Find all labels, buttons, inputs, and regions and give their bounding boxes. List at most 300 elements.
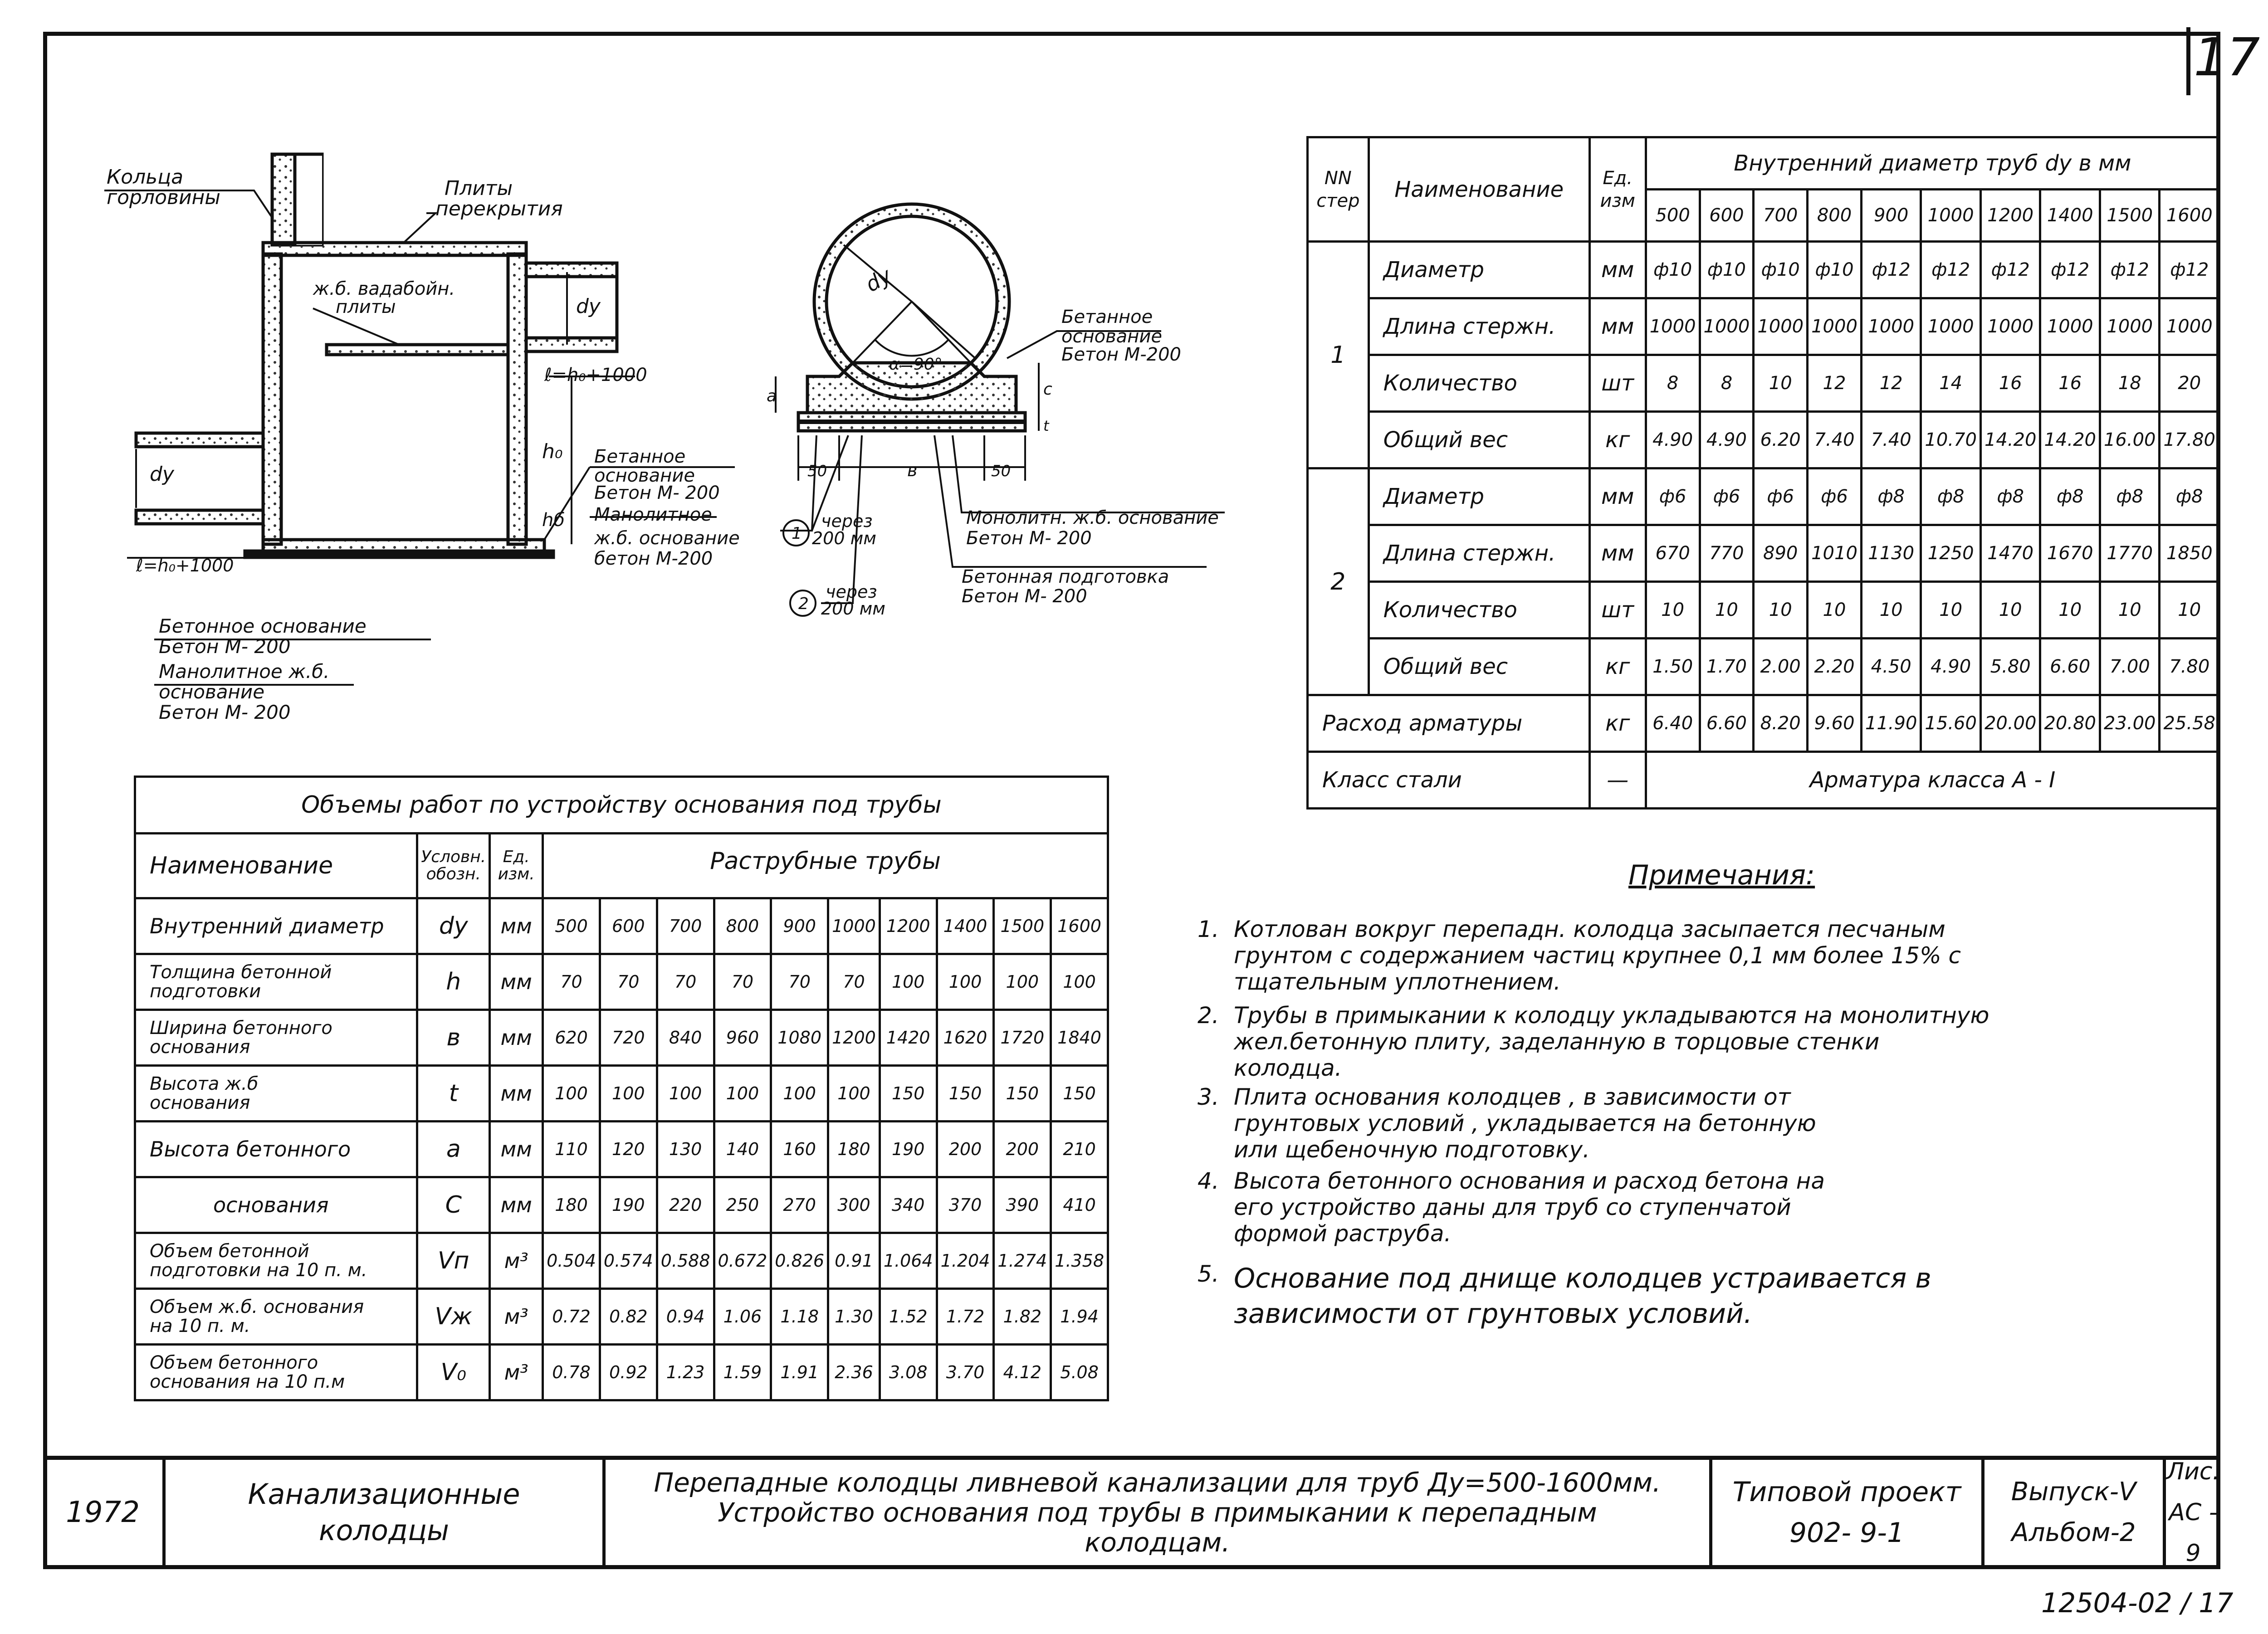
vt-cell: 220 xyxy=(657,1177,714,1233)
vt-cell: 70 xyxy=(600,954,657,1010)
rt-cell: 1000 xyxy=(1980,298,2040,355)
rt-cell: 10 xyxy=(1754,355,1808,412)
rt-cell: 4.50 xyxy=(1861,639,1921,695)
rt-cell: 10 xyxy=(1861,582,1921,639)
note-line: Плита основания колодцев , в зависимости от xyxy=(1234,1084,1791,1110)
archive-stamp: 12504-02 / 17 xyxy=(2041,1587,2234,1619)
rt-cell: 2.00 xyxy=(1754,639,1808,695)
volume-table xyxy=(134,776,1109,1401)
rt-cell: ф8 xyxy=(2040,468,2100,525)
rt-row-name: Диаметр xyxy=(1369,468,1589,525)
vt-cell: 1.59 xyxy=(714,1345,771,1400)
vt-cell: 3.08 xyxy=(880,1345,937,1400)
vt-cell: 200 xyxy=(994,1122,1051,1177)
vt-cell: 150 xyxy=(880,1066,937,1122)
rt-cell: 1000 xyxy=(2040,298,2100,355)
rt-h-num: NN стер xyxy=(1308,137,1369,242)
rt-cell: 1000 xyxy=(1861,298,1921,355)
rt-row-name: Длина стержн. xyxy=(1369,525,1589,582)
rt-diam-col: 700 xyxy=(1754,190,1808,242)
vt-cell: 1.06 xyxy=(714,1289,771,1345)
rt-cell: 1850 xyxy=(2160,525,2219,582)
rt-cell: 10 xyxy=(1808,582,1862,639)
rt-cell: 1470 xyxy=(1980,525,2040,582)
vt-cell: 180 xyxy=(543,1177,600,1233)
vt-cell: 390 xyxy=(994,1177,1051,1233)
vt-row-sym: a xyxy=(417,1122,490,1177)
rt-row-unit: мм xyxy=(1589,242,1646,298)
vt-cell: 70 xyxy=(657,954,714,1010)
vt-cell: 840 xyxy=(657,1010,714,1066)
vt-cell: 1.064 xyxy=(880,1233,937,1289)
vt-cell: 2.36 xyxy=(828,1345,880,1400)
rt-cell: 12 xyxy=(1808,355,1862,412)
rt-cell: 770 xyxy=(1700,525,1754,582)
label-concrete-base-r3: Бетон М- 200 xyxy=(594,483,720,503)
vt-row-name-line: на 10 п. м. xyxy=(150,1316,250,1336)
rt-cell: 16.00 xyxy=(2100,412,2160,468)
rt-row xyxy=(1308,298,2219,355)
vt-cell: 100 xyxy=(657,1066,714,1122)
pipe-concrete-base-2: основание xyxy=(1061,326,1162,347)
rt-total-cell: 15.60 xyxy=(1921,695,1981,752)
pipe-dim-50-left: 50 xyxy=(807,462,827,480)
vt-row-name xyxy=(135,1066,417,1122)
pipe-mark1-text-1: через xyxy=(821,511,873,531)
vt-cell: 1.274 xyxy=(994,1233,1051,1289)
pipe-mark2-text-2: 200 мм xyxy=(821,599,885,619)
rt-cell: ф8 xyxy=(2100,468,2160,525)
pipe-section xyxy=(776,204,1225,616)
rt-diam-col: 800 xyxy=(1808,190,1862,242)
rt-total-cell: 11.90 xyxy=(1861,695,1921,752)
rt-diam-col: 1000 xyxy=(1921,190,1981,242)
pipe-label-a: a xyxy=(767,387,777,405)
label-dy-left: dy xyxy=(150,463,174,486)
rt-row-unit: мм xyxy=(1589,525,1646,582)
rt-row xyxy=(1308,582,2219,639)
rt-row xyxy=(1308,412,2219,468)
vt-cell: 0.91 xyxy=(828,1233,880,1289)
vt-row-sym: h xyxy=(417,954,490,1010)
rt-diam-col: 1600 xyxy=(2160,190,2219,242)
label-concrete-base-r1: Бетанное xyxy=(594,446,686,467)
label-h0: h₀ xyxy=(542,440,563,463)
note-line: грунтом с содержанием частиц крупнее 0,1 мм более 15% с xyxy=(1234,942,1961,969)
vt-cell: 100 xyxy=(1051,954,1108,1010)
vt-cell: 0.72 xyxy=(543,1289,600,1345)
note-line: Котлован вокруг перепадн. колодца засыпается песчаным xyxy=(1234,916,1945,942)
rt-cell: 16 xyxy=(2040,355,2100,412)
vt-row-sym: dy xyxy=(417,898,490,954)
vt-cell: 4.12 xyxy=(994,1345,1051,1400)
rt-group-num: 1 xyxy=(1308,242,1369,468)
label-monolith-b1: Манолитное ж.б. xyxy=(159,660,330,683)
note-line: формой раструба. xyxy=(1234,1220,1452,1247)
rt-cell: 7.00 xyxy=(2100,639,2160,695)
vt-cell: 960 xyxy=(714,1010,771,1066)
vt-cell: 100 xyxy=(880,954,937,1010)
label-slabs-2: перекрытия xyxy=(435,197,563,220)
vt-row-name xyxy=(135,1010,417,1066)
note-line: Основание под днище колодцев устраивается в xyxy=(1234,1263,1931,1294)
rt-diam-col: 900 xyxy=(1861,190,1921,242)
vt-cell: 0.82 xyxy=(600,1289,657,1345)
vt-row xyxy=(135,954,1108,1010)
rt-steel-name: Класс стали xyxy=(1308,752,1590,809)
label-monolith-b3: Бетон М- 200 xyxy=(159,701,291,723)
rt-total-cell: 9.60 xyxy=(1808,695,1862,752)
note-text xyxy=(1234,1168,2218,1247)
rt-diam-col: 1500 xyxy=(2100,190,2160,242)
label-neck-rings-2: горловины xyxy=(107,186,221,209)
vt-cell: 1000 xyxy=(828,898,880,954)
vt-cell: 1200 xyxy=(828,1010,880,1066)
pipe-label-t: t xyxy=(1043,417,1049,434)
rt-cell: 1000 xyxy=(1921,298,1981,355)
pipe-monolith-1: Монолитн. ж.б. основание xyxy=(966,507,1219,528)
vt-cell: 700 xyxy=(657,898,714,954)
vt-cell: 0.826 xyxy=(771,1233,828,1289)
note-line: грунтовых условий , укладывается на бетонную xyxy=(1234,1110,1816,1136)
vt-cell: 1200 xyxy=(880,898,937,954)
vt-row-unit: м³ xyxy=(490,1345,543,1400)
rt-cell: 7.80 xyxy=(2160,639,2219,695)
vt-cell: 500 xyxy=(543,898,600,954)
vt-row-name-line: основания xyxy=(150,1093,250,1113)
vt-row-name-line: Объем ж.б. основания xyxy=(150,1297,364,1317)
rt-row-unit: мм xyxy=(1589,298,1646,355)
rt-cell: ф10 xyxy=(1808,242,1862,298)
rt-cell: 12 xyxy=(1861,355,1921,412)
rt-total-cell: 20.80 xyxy=(2040,695,2100,752)
note-text xyxy=(1234,1084,2218,1163)
rt-total-cell: 6.40 xyxy=(1646,695,1700,752)
rt-cell: ф6 xyxy=(1754,468,1808,525)
vt-cell: 70 xyxy=(714,954,771,1010)
vt-cell: 1.82 xyxy=(994,1289,1051,1345)
vt-cell: 0.672 xyxy=(714,1233,771,1289)
label-l-top: ℓ=h₀+1000 xyxy=(544,365,647,385)
label-hb: hб xyxy=(542,510,565,531)
vt-cell: 150 xyxy=(994,1066,1051,1122)
pipe-prep-2: Бетон М- 200 xyxy=(962,586,1087,607)
vt-row-name xyxy=(135,1289,417,1345)
vt-cell: 900 xyxy=(771,898,828,954)
tb-issue: Выпуск-V Альбом-2 xyxy=(1984,1456,2166,1569)
rt-h-unit: Ед. изм xyxy=(1589,137,1646,242)
vt-cell: 70 xyxy=(771,954,828,1010)
rt-cell: 4.90 xyxy=(1700,412,1754,468)
pipe-label-c: c xyxy=(1043,380,1052,399)
tb-section: Канализационные колодцы xyxy=(166,1456,606,1569)
pipe-label-dy: dy xyxy=(861,263,896,297)
rt-row-unit: шт xyxy=(1589,355,1646,412)
rt-cell: 10 xyxy=(1921,582,1981,639)
rt-cell: 16 xyxy=(1980,355,2040,412)
rt-h-name: Наименование xyxy=(1369,137,1589,242)
rt-cell: 1000 xyxy=(2160,298,2219,355)
tb-title: Перепадные колодцы ливневой канализации для труб Ду=500-1600мм. Устройство основания под трубы в примыкании к перепадным колодцам. xyxy=(606,1456,1712,1569)
vt-row xyxy=(135,1289,1108,1345)
vt-row-unit: мм xyxy=(490,1010,543,1066)
vt-h-sym: Условн. обозн. xyxy=(417,834,490,898)
rt-cell: ф8 xyxy=(1861,468,1921,525)
vt-cell: 210 xyxy=(1051,1122,1108,1177)
vt-cell: 0.92 xyxy=(600,1345,657,1400)
rt-cell: ф10 xyxy=(1646,242,1700,298)
rt-row-name: Количество xyxy=(1369,582,1589,639)
rt-diam-col: 500 xyxy=(1646,190,1700,242)
vt-cell: 190 xyxy=(880,1122,937,1177)
rt-row-name: Общий вес xyxy=(1369,412,1589,468)
rt-cell: ф12 xyxy=(1861,242,1921,298)
rt-cell: ф10 xyxy=(1700,242,1754,298)
rt-cell: 10 xyxy=(1700,582,1754,639)
vt-row-name-line: Высота бетонного xyxy=(150,1137,351,1161)
vt-cell: 120 xyxy=(600,1122,657,1177)
vt-row-sym: в xyxy=(417,1010,490,1066)
rt-row xyxy=(1308,355,2219,412)
vt-cell: 160 xyxy=(771,1122,828,1177)
rt-row-unit: кг xyxy=(1589,639,1646,695)
label-l-bottom: ℓ=h₀+1000 xyxy=(136,556,234,576)
rt-cell: 5.80 xyxy=(1980,639,2040,695)
rt-diam-col: 1200 xyxy=(1980,190,2040,242)
note-line: Высота бетонного основания и расход бетона на xyxy=(1234,1168,1825,1194)
rt-total-cell: 20.00 xyxy=(1980,695,2040,752)
rt-total-name: Расход арматуры xyxy=(1308,695,1590,752)
vt-cell: 620 xyxy=(543,1010,600,1066)
vt-cell: 0.574 xyxy=(600,1233,657,1289)
pipe-monolith-2: Бетон М- 200 xyxy=(966,528,1092,549)
tb-project: Типовой проект 902- 9-1 xyxy=(1712,1456,1984,1569)
vt-cell: 0.588 xyxy=(657,1233,714,1289)
vt-cell: 200 xyxy=(937,1122,994,1177)
rt-cell: 1000 xyxy=(1808,298,1862,355)
rt-cell: 7.40 xyxy=(1808,412,1862,468)
rt-cell: 14.20 xyxy=(2040,412,2100,468)
rt-cell: 14 xyxy=(1921,355,1981,412)
vt-row-unit: мм xyxy=(490,1122,543,1177)
rt-cell: 7.40 xyxy=(1861,412,1921,468)
rt-diam-col: 600 xyxy=(1700,190,1754,242)
vt-row-name xyxy=(135,1122,417,1177)
vt-row-name xyxy=(135,954,417,1010)
rt-cell: 1000 xyxy=(1646,298,1700,355)
rt-total-cell: 6.60 xyxy=(1700,695,1754,752)
vt-cell: 720 xyxy=(600,1010,657,1066)
note-line: тщательным уплотнением. xyxy=(1234,969,1561,995)
label-concrete-base-b2: Бетон М- 200 xyxy=(159,635,291,658)
rt-cell: 10 xyxy=(2040,582,2100,639)
label-monolith-r2: ж.б. основание xyxy=(594,528,740,549)
note-line: колодца. xyxy=(1234,1055,1342,1081)
vt-cell: 150 xyxy=(937,1066,994,1122)
vt-row xyxy=(135,1066,1108,1122)
rt-cell: 1.50 xyxy=(1646,639,1700,695)
vt-cell: 100 xyxy=(937,954,994,1010)
vt-h-unit: Ед. изм. xyxy=(490,834,543,898)
vt-cell: 1.91 xyxy=(771,1345,828,1400)
rt-row xyxy=(1308,525,2219,582)
label-neck-rings-1: Кольца xyxy=(107,166,184,189)
label-dy-top: dy xyxy=(576,295,601,318)
note-number: 1. xyxy=(1198,916,1219,942)
rt-cell: 1000 xyxy=(1700,298,1754,355)
vt-row xyxy=(135,1010,1108,1066)
note-number: 5. xyxy=(1198,1261,1219,1287)
rt-cell: ф12 xyxy=(1921,242,1981,298)
rt-group-num: 2 xyxy=(1308,468,1369,695)
vt-cell: 70 xyxy=(543,954,600,1010)
vt-cell: 1600 xyxy=(1051,898,1108,954)
vt-cell: 0.504 xyxy=(543,1233,600,1289)
page-number: 17 xyxy=(2194,27,2260,88)
rt-steel-unit: — xyxy=(1589,752,1646,809)
vt-cell: 0.94 xyxy=(657,1289,714,1345)
rt-cell: 1250 xyxy=(1921,525,1981,582)
rt-row-unit: кг xyxy=(1589,412,1646,468)
note-number: 4. xyxy=(1198,1168,1219,1194)
vt-row xyxy=(135,1177,1108,1233)
rt-cell: ф6 xyxy=(1700,468,1754,525)
rt-row xyxy=(1308,242,2219,298)
vt-cell: 800 xyxy=(714,898,771,954)
vt-cell: 190 xyxy=(600,1177,657,1233)
vt-row-name xyxy=(135,1177,417,1233)
rt-cell: 6.60 xyxy=(2040,639,2100,695)
note-text xyxy=(1234,1261,2218,1332)
label-concrete-base-r2: основание xyxy=(594,465,695,486)
rt-cell: 1010 xyxy=(1808,525,1862,582)
rt-cell: 10.70 xyxy=(1921,412,1981,468)
vt-cell: 110 xyxy=(543,1122,600,1177)
notes-title: Примечания: xyxy=(1628,859,1815,891)
rt-total-cell: 23.00 xyxy=(2100,695,2160,752)
label-concrete-base-b1: Бетонное основание xyxy=(159,615,367,637)
vt-row-sym: C xyxy=(417,1177,490,1233)
rt-total-cell: 8.20 xyxy=(1754,695,1808,752)
title-block xyxy=(43,1456,2220,1569)
rt-steel-value: Арматура класса А - I xyxy=(1646,752,2219,809)
pipe-mark-2: 2 xyxy=(798,595,809,613)
vt-cell: 1620 xyxy=(937,1010,994,1066)
vt-cell: 3.70 xyxy=(937,1345,994,1400)
vt-cell: 1.52 xyxy=(880,1289,937,1345)
label-monolith-r3: бетон М-200 xyxy=(594,548,713,569)
vt-row-sym: V₀ xyxy=(417,1345,490,1400)
label-monolith-b2: основание xyxy=(159,681,265,703)
rt-cell: 10 xyxy=(2100,582,2160,639)
vt-row-name xyxy=(135,1233,417,1289)
vt-row-name-line: Объем бетонного xyxy=(150,1352,318,1373)
note-line: Трубы в примыкании к колодцу укладываются на монолитную xyxy=(1234,1002,1989,1029)
vt-row xyxy=(135,1122,1108,1177)
pipe-mark2-text-1: через xyxy=(826,582,877,602)
vt-row-name-line: Ширина бетонного xyxy=(150,1018,332,1039)
rt-cell: 670 xyxy=(1646,525,1700,582)
vt-row-name-line: основания xyxy=(213,1193,329,1217)
label-monolith-r1: Манолитное xyxy=(594,504,712,525)
rt-cell: 2.20 xyxy=(1808,639,1862,695)
vt-row xyxy=(135,1345,1108,1400)
vt-row-unit: м³ xyxy=(490,1289,543,1345)
rt-row xyxy=(1308,639,2219,695)
note-line: или щебеночную подготовку. xyxy=(1234,1136,1590,1163)
rt-cell: 10 xyxy=(2160,582,2219,639)
pipe-prep-1: Бетонная подготовка xyxy=(962,566,1169,587)
vt-row xyxy=(135,898,1108,954)
note-line: зависимости от грунтовых условий. xyxy=(1234,1298,1753,1330)
rt-total-unit: кг xyxy=(1589,695,1646,752)
vt-cell: 300 xyxy=(828,1177,880,1233)
rt-cell: 4.90 xyxy=(1646,412,1700,468)
rt-total-row xyxy=(1308,695,2219,752)
vt-cell: 140 xyxy=(714,1122,771,1177)
vt-row-unit: м³ xyxy=(490,1233,543,1289)
vt-cell: 1080 xyxy=(771,1010,828,1066)
manhole-section xyxy=(104,154,735,685)
rt-cell: 1770 xyxy=(2100,525,2160,582)
rt-cell: ф8 xyxy=(1921,468,1981,525)
vt-cell: 410 xyxy=(1051,1177,1108,1233)
vt-row-name-line: Внутренний диаметр xyxy=(150,914,384,938)
vt-cell: 1720 xyxy=(994,1010,1051,1066)
vt-row-sym: Vп xyxy=(417,1233,490,1289)
vt-cell: 340 xyxy=(880,1177,937,1233)
rt-cell: 17.80 xyxy=(2160,412,2219,468)
note-number: 2. xyxy=(1198,1002,1219,1029)
pipe-mark-1: 1 xyxy=(792,524,802,543)
rt-cell: 10 xyxy=(1646,582,1700,639)
rt-steel-row xyxy=(1308,752,2219,809)
vt-cell: 70 xyxy=(828,954,880,1010)
vt-row-name-line: основания xyxy=(150,1037,250,1058)
vt-cell: 600 xyxy=(600,898,657,954)
note-line: его устройство даны для труб со ступенчатой xyxy=(1234,1194,1791,1220)
tb-sheet: Лис. АС - 9 xyxy=(2166,1458,2220,1567)
rt-cell: 890 xyxy=(1754,525,1808,582)
vt-cell: 100 xyxy=(994,954,1051,1010)
rt-cell: ф6 xyxy=(1808,468,1862,525)
rt-cell: 14.20 xyxy=(1980,412,2040,468)
rt-cell: ф12 xyxy=(2160,242,2219,298)
rt-row-name: Длина стержн. xyxy=(1369,298,1589,355)
pipe-dim-50-right: 50 xyxy=(991,462,1011,480)
label-water-slab-1: ж.б. вадабойн. xyxy=(313,278,455,299)
vt-cell: 1500 xyxy=(994,898,1051,954)
rt-cell: 20 xyxy=(2160,355,2219,412)
pipe-dim-b: в xyxy=(907,460,918,480)
vt-cell: 1.72 xyxy=(937,1289,994,1345)
vt-row-name-line: подготовки xyxy=(150,981,261,1002)
rt-cell: 8 xyxy=(1700,355,1754,412)
vt-cell: 0.78 xyxy=(543,1345,600,1400)
vt-cell: 5.08 xyxy=(1051,1345,1108,1400)
vt-cell: 370 xyxy=(937,1177,994,1233)
vt-cell: 1.94 xyxy=(1051,1289,1108,1345)
rt-diam-col: 1400 xyxy=(2040,190,2100,242)
note-text xyxy=(1234,916,2218,995)
vt-row-name-line: основания на 10 п.м xyxy=(150,1371,345,1392)
rt-cell: 18 xyxy=(2100,355,2160,412)
label-water-slab-2: плиты xyxy=(336,297,396,317)
label-slabs-1: Плиты xyxy=(445,177,513,200)
vt-h-name: Наименование xyxy=(135,834,417,898)
vt-cell: 180 xyxy=(828,1122,880,1177)
rt-cell: ф8 xyxy=(1980,468,2040,525)
